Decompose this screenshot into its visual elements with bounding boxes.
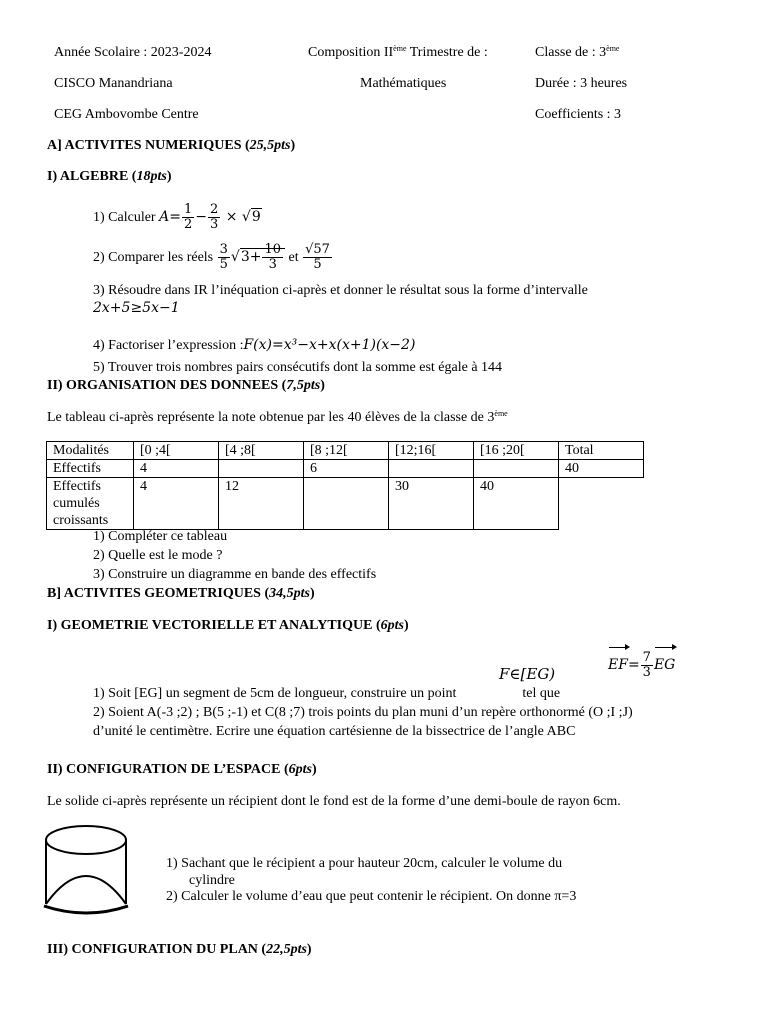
data-q3: 3) Construire un diagramme en bande des effectifs [93,567,377,582]
algebra-q1: 1) Calculer A= $\frac{1}{2}$ − $\frac{2}{3}$ × √9 [93,202,261,233]
table-cell: Effectifs [47,460,134,478]
class-label: Classe de : 3ème [535,44,620,60]
data-organization-intro: Le tableau ci-après représente la note obtenue par les 40 élèves de la classe de 3ème [47,409,508,425]
table-cell: [0 ;4[ [134,442,219,460]
algebra-q3: 3) Résoudre dans IR l’inéquation ci-après et donner le résultat sous la forme d’intervalle [93,283,588,298]
table-cell [304,478,389,530]
vector-q2-continued: d’unité le centimètre. Ecrire une équation cartésienne de la bissectrice de l’angle ABC [93,724,576,739]
table-cell [219,460,304,478]
vector-q1: 1) Soit [EG] un segment de 5cm de longueur, construire un point tel que [93,686,561,701]
space-q1: 1) Sachant que le récipient a pour hauteur 20cm, calculer le volume du [166,856,563,871]
table-cell: 6 [304,460,389,478]
plane-config-title: III) CONFIGURATION DU PLAN (22,5pts) [47,942,312,957]
table-cell: [4 ;8[ [219,442,304,460]
table-cell: Modalités [47,442,134,460]
table-cell: 12 [219,478,304,530]
table-cell [474,460,559,478]
point-membership: F∈[EG) [499,665,556,683]
algebra-q3-inequation: 2x+5≥5x−1 [93,300,180,316]
grades-table [46,441,644,530]
table-row [47,478,644,530]
table-cell-empty [559,478,644,530]
section-b-title: B] ACTIVITES GEOMETRIQUES (34,5pts) [47,586,315,601]
algebra-q4: 4) Factoriser l’expression :F(x)=x³−x+x(x+1)(x−2) [93,337,416,353]
data-q2: 2) Quelle est le mode ? [93,548,223,563]
table-cell: [8 ;12[ [304,442,389,460]
table-cell: Effectifs cumulés croissants [47,478,134,530]
cisco-label: CISCO Manandriana [54,76,173,91]
space-q2: 2) Calculer le volume d’eau que peut contenir le récipient. On donne π=3 [166,889,577,904]
table-cell: 40 [474,478,559,530]
section-a-title: A] ACTIVITES NUMERIQUES (25,5pts) [47,138,296,153]
table-row [47,442,644,460]
school-name: CEG Ambovombe Centre [54,107,199,122]
data-q1: 1) Compléter ce tableau [93,529,228,544]
space-intro: Le solide ci-après représente un récipient dont le fond est de la forme d’une demi-boule de rayon 6cm. [47,794,621,809]
table-cell: 4 [134,460,219,478]
table-cell: 4 [134,478,219,530]
vector-equation: EF= $\frac{7}{3}$ EG [608,648,675,683]
duration-label: Durée : 3 heures [535,76,628,91]
coefficient-label: Coefficients : 3 [535,107,622,122]
table-cell: 40 [559,460,644,478]
algebra-q2: 2) Comparer les réels $\frac{3}{5}$ √3+ $\frac{10}{3}$ et $\frac{√57}{5}$ [93,241,330,273]
algebra-q5: 5) Trouver trois nombres pairs consécutifs dont la somme est égale à 144 [93,360,503,375]
table-cell: [12;16[ [389,442,474,460]
space-q1-continued: cylindre [189,873,235,888]
space-config-title: II) CONFIGURATION DE L’ESPACE (6pts) [47,762,317,777]
algebra-title: I) ALGEBRE (18pts) [47,169,172,184]
table-cell: 30 [389,478,474,530]
table-row [47,460,644,478]
container-figure [40,818,136,918]
data-organization-title: II) ORGANISATION DES DONNEES (7,5pts) [47,378,325,393]
vector-q2: 2) Soient A(-3 ;2) ; B(5 ;-1) et C(8 ;7) trois points du plan muni d’un repère orthonormé (O ;I ;J) [93,705,633,720]
table-cell [389,460,474,478]
vector-geometry-title: I) GEOMETRIE VECTORIELLE ET ANALYTIQUE (6pts) [47,618,409,633]
school-year: Année Scolaire : 2023-2024 [54,45,212,60]
table-cell: Total [559,442,644,460]
composition-title: Composition IIème Trimestre de : [308,44,488,60]
subject-label: Mathématiques [360,76,447,91]
table-cell: [16 ;20[ [474,442,559,460]
